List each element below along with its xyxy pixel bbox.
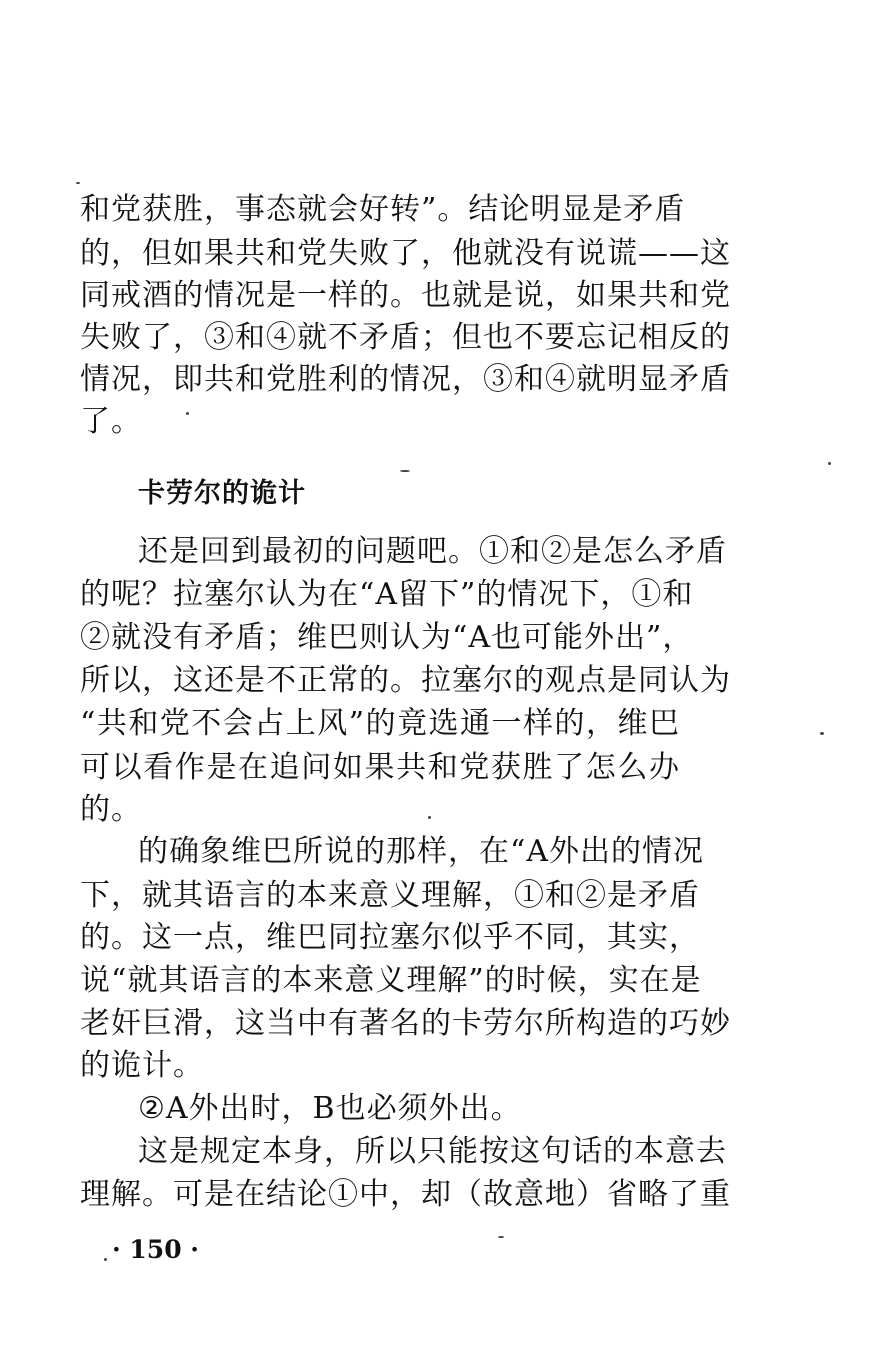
paragraph-1-line-2: 的，但如果共和党失败了，他就没有说谎——这 [80, 236, 731, 271]
scan-speck [400, 470, 410, 472]
paragraph-4-line-1: ②A外出时，B也必须外出。 [138, 1091, 522, 1126]
scan-speck [498, 1236, 504, 1238]
paragraph-2-line-3: ②就没有矛盾；维巴则认为“A也可能外出”， [80, 620, 694, 655]
scan-speck [428, 816, 431, 819]
scan-speck [186, 412, 189, 415]
paragraph-3-line-4: 说“就其语言的本来意义理解”的时候，实在是 [80, 963, 702, 998]
paragraph-5-line-1: 这是规定本身，所以只能按这句话的本意去 [138, 1134, 727, 1169]
scan-speck [828, 462, 831, 465]
paragraph-3-line-6: 的诡计。 [80, 1048, 204, 1083]
scan-speck [104, 1258, 107, 1261]
paragraph-3-line-5: 老奸巨滑，这当中有著名的卡劳尔所构造的巧妙 [80, 1006, 731, 1041]
paragraph-2-line-5: “共和党不会占上风”的竟选通一样的，维巴 [80, 706, 680, 741]
paragraph-3-line-2: 下，就其语言的本来意义理解，①和②是矛盾 [80, 878, 700, 913]
paragraph-2-line-6: 可以看作是在追问如果共和党获胜了怎么办 [80, 750, 680, 785]
paragraph-1-line-6: 了。 [80, 404, 142, 439]
paragraph-5-line-2: 理解。可是在结论①中，却（故意地）省略了重 [80, 1177, 731, 1212]
scan-speck [820, 732, 824, 735]
scan-speck [76, 182, 80, 184]
section-heading: 卡劳尔的诡计 [138, 478, 306, 509]
paragraph-2-line-2: 的呢？拉塞尔认为在“A留下”的情况下，①和 [80, 577, 694, 612]
paragraph-2-line-7: 的。 [80, 792, 142, 827]
paragraph-1-line-5: 情况，即共和党胜利的情况，③和④就明显矛盾 [80, 362, 731, 397]
paragraph-1-line-3: 同戒酒的情况是一样的。也就是说，如果共和党 [80, 278, 731, 313]
paragraph-1-line-4: 失败了，③和④就不矛盾；但也不要忘记相反的 [80, 320, 731, 355]
paragraph-2-line-1: 还是回到最初的问题吧。①和②是怎么矛盾 [138, 534, 727, 569]
paragraph-2-line-4: 所以，这还是不正常的。拉塞尔的观点是同认为 [80, 663, 731, 698]
page-number: · 150 · [112, 1235, 199, 1264]
paragraph-1-line-1: 和党获胜，事态就会好转”。结论明显是矛盾 [80, 192, 686, 227]
paragraph-3-line-1: 的确象维巴所说的那样，在“A外出的情况 [138, 834, 705, 869]
paragraph-3-line-3: 的。这一点，维巴同拉塞尔似乎不同，其实， [80, 920, 700, 955]
